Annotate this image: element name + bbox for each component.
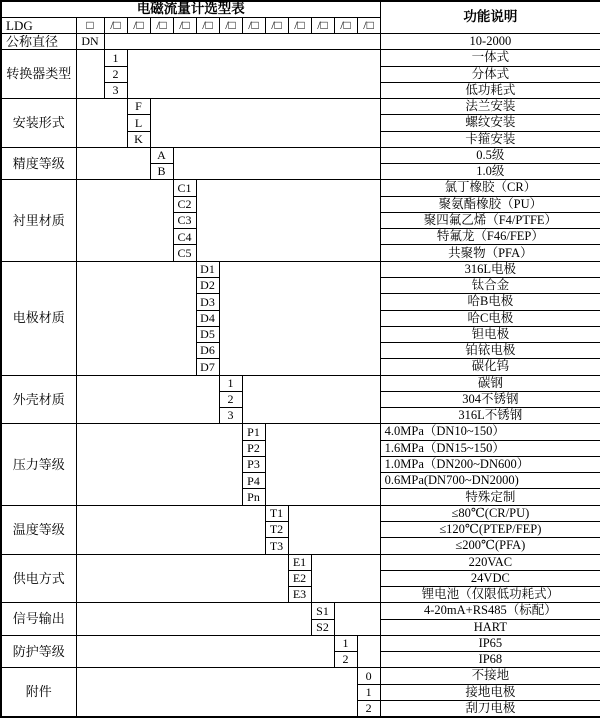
blank-cell [76, 261, 196, 375]
desc-cell: 特殊定制 [380, 489, 600, 505]
model-slot-cell: /□ [196, 17, 219, 33]
section-label: 外壳材质 [1, 375, 76, 424]
code-cell: D7 [196, 359, 219, 375]
desc-cell: 螺纹安装 [380, 115, 600, 131]
desc-cell: 钽电极 [380, 326, 600, 342]
desc-cell: 碳钢 [380, 375, 600, 391]
code-cell: C1 [173, 180, 196, 196]
code-cell: D1 [196, 261, 219, 277]
code-cell: D5 [196, 326, 219, 342]
blank-cell [76, 505, 265, 554]
blank-cell [242, 375, 380, 424]
section-row [1, 424, 600, 440]
code-cell: T2 [265, 522, 288, 538]
blank-cell [76, 180, 173, 261]
model-slot-cell: /□ [311, 17, 334, 33]
code-cell: S2 [311, 619, 334, 635]
code-cell: 1 [357, 684, 380, 700]
section-label: 衬里材质 [1, 180, 76, 261]
section-label: 附件 [1, 668, 76, 717]
section-label: 电极材质 [1, 261, 76, 375]
code-cell: 3 [219, 408, 242, 424]
code-cell: 2 [357, 700, 380, 716]
code-cell: B [150, 164, 173, 180]
desc-cell: ≤120℃(PTEP/FEP) [380, 522, 600, 538]
desc-cell: 氯丁橡胶（CR） [380, 180, 600, 196]
desc-cell: 304不锈钢 [380, 391, 600, 407]
blank-cell [173, 147, 380, 180]
section-label: 温度等级 [1, 505, 76, 554]
desc-cell: 共聚物（PFA） [380, 245, 600, 261]
code-cell: C4 [173, 229, 196, 245]
section-row [1, 635, 600, 651]
code-cell: P3 [242, 456, 265, 472]
model-slot-cell: /□ [265, 17, 288, 33]
code-cell: C3 [173, 212, 196, 228]
desc-cell: 聚四氟乙烯（F4/PTFE） [380, 212, 600, 228]
model-prefix-label: LDG [1, 17, 76, 33]
desc-cell: 聚氨酯橡胶（PU） [380, 196, 600, 212]
section-label: 防护等级 [1, 635, 76, 668]
code-cell: S1 [311, 603, 334, 619]
section-row [1, 505, 600, 521]
table-title: 电磁流量计选型表 [1, 1, 380, 17]
code-cell: A [150, 147, 173, 163]
section-label: 压力等级 [1, 424, 76, 505]
desc-cell: 分体式 [380, 66, 600, 82]
code-cell: 3 [104, 82, 127, 98]
desc-cell: 24VDC [380, 570, 600, 586]
blank-cell [357, 635, 380, 668]
code-cell: P1 [242, 424, 265, 440]
desc-cell: 刮刀电极 [380, 700, 600, 716]
desc-cell: 一体式 [380, 50, 600, 66]
section-row [1, 603, 600, 619]
desc-cell: 碳化钨 [380, 359, 600, 375]
desc-cell: 哈C电极 [380, 310, 600, 326]
section-label: 精度等级 [1, 147, 76, 180]
desc-cell: 不接地 [380, 668, 600, 684]
model-slot-cell: /□ [127, 17, 150, 33]
blank-cell [219, 261, 380, 375]
model-slot-cell: /□ [104, 17, 127, 33]
desc-cell: IP65 [380, 635, 600, 651]
section-row [1, 147, 600, 163]
desc-cell: 接地电极 [380, 684, 600, 700]
desc-cell: 0.6MPa(DN700~DN2000) [380, 473, 600, 489]
model-slot-cell: /□ [242, 17, 265, 33]
desc-cell: 哈B电极 [380, 294, 600, 310]
code-cell: 2 [334, 652, 357, 668]
code-cell: F [127, 99, 150, 115]
desc-cell: 特氟龙（F46/FEP） [380, 229, 600, 245]
model-slot-cell: /□ [288, 17, 311, 33]
code-cell: 1 [104, 50, 127, 66]
code-cell: C5 [173, 245, 196, 261]
section-row [1, 375, 600, 391]
desc-cell: 0.5级 [380, 147, 600, 163]
code-cell: L [127, 115, 150, 131]
desc-cell: 法兰安装 [380, 99, 600, 115]
desc-cell: 锂电池（仅限低功耗式） [380, 587, 600, 603]
code-cell: 2 [104, 66, 127, 82]
blank-cell [196, 180, 380, 261]
code-cell: E3 [288, 587, 311, 603]
blank-cell [76, 635, 334, 668]
code-cell: P4 [242, 473, 265, 489]
model-slot-cell: /□ [334, 17, 357, 33]
desc-cell: HART [380, 619, 600, 635]
blank-cell [311, 554, 380, 603]
code-cell: Pn [242, 489, 265, 505]
blank-cell [334, 603, 380, 636]
code-cell: DN [76, 34, 104, 50]
code-cell: D4 [196, 310, 219, 326]
code-cell: P2 [242, 440, 265, 456]
desc-cell: ≤200℃(PFA) [380, 538, 600, 554]
section-row [1, 99, 600, 115]
code-cell: 1 [219, 375, 242, 391]
code-cell: E1 [288, 554, 311, 570]
blank-cell [150, 99, 380, 148]
desc-cell: 钛合金 [380, 278, 600, 294]
desc-cell: 4.0MPa（DN10~150） [380, 424, 600, 440]
model-slot-cell: /□ [150, 17, 173, 33]
blank-cell [104, 34, 380, 50]
model-box-cell: □ [76, 17, 104, 33]
desc-cell: 4-20mA+RS485（标配） [380, 603, 600, 619]
desc-cell: 铂铱电极 [380, 343, 600, 359]
blank-cell [76, 424, 242, 505]
desc-cell: 1.0MPa（DN200~DN600） [380, 456, 600, 472]
blank-cell [265, 424, 380, 505]
section-label: 供电方式 [1, 554, 76, 603]
desc-cell: 卡箍安装 [380, 131, 600, 147]
section-row [1, 50, 600, 66]
section-row [1, 668, 600, 684]
code-cell: 0 [357, 668, 380, 684]
desc-cell: 1.0级 [380, 164, 600, 180]
desc-cell: 220VAC [380, 554, 600, 570]
section-row [1, 261, 600, 277]
code-cell: D2 [196, 278, 219, 294]
function-column-header: 功能说明 [380, 1, 600, 34]
desc-cell: ≤80℃(CR/PU) [380, 505, 600, 521]
model-slot-cell: /□ [357, 17, 380, 33]
blank-cell [76, 603, 311, 636]
section-row [1, 554, 600, 570]
blank-cell [76, 554, 288, 603]
desc-cell: 316L不锈钢 [380, 408, 600, 424]
diameter-row [1, 34, 600, 50]
code-cell: D6 [196, 343, 219, 359]
section-label: 信号输出 [1, 603, 76, 636]
blank-cell [76, 668, 357, 717]
blank-cell [76, 375, 219, 424]
desc-cell: 低功耗式 [380, 82, 600, 98]
section-label: 公称直径 [1, 34, 76, 50]
model-slot-cell: /□ [173, 17, 196, 33]
blank-cell [76, 147, 150, 180]
blank-cell [76, 99, 127, 148]
blank-cell [127, 50, 380, 99]
desc-cell: 316L电极 [380, 261, 600, 277]
code-cell: 1 [334, 635, 357, 651]
code-cell: K [127, 131, 150, 147]
header-row [1, 1, 600, 17]
section-label: 安装形式 [1, 99, 76, 148]
blank-cell [288, 505, 380, 554]
model-slot-cell: /□ [219, 17, 242, 33]
desc-cell: IP68 [380, 652, 600, 668]
blank-cell [76, 50, 104, 99]
code-cell: E2 [288, 570, 311, 586]
code-cell: T1 [265, 505, 288, 521]
code-cell: D3 [196, 294, 219, 310]
section-label: 转换器类型 [1, 50, 76, 99]
code-cell: T3 [265, 538, 288, 554]
section-row [1, 180, 600, 196]
code-cell: C2 [173, 196, 196, 212]
desc-cell: 1.6MPa（DN15~150） [380, 440, 600, 456]
code-cell: 2 [219, 391, 242, 407]
desc-cell: 10-2000 [380, 34, 600, 50]
